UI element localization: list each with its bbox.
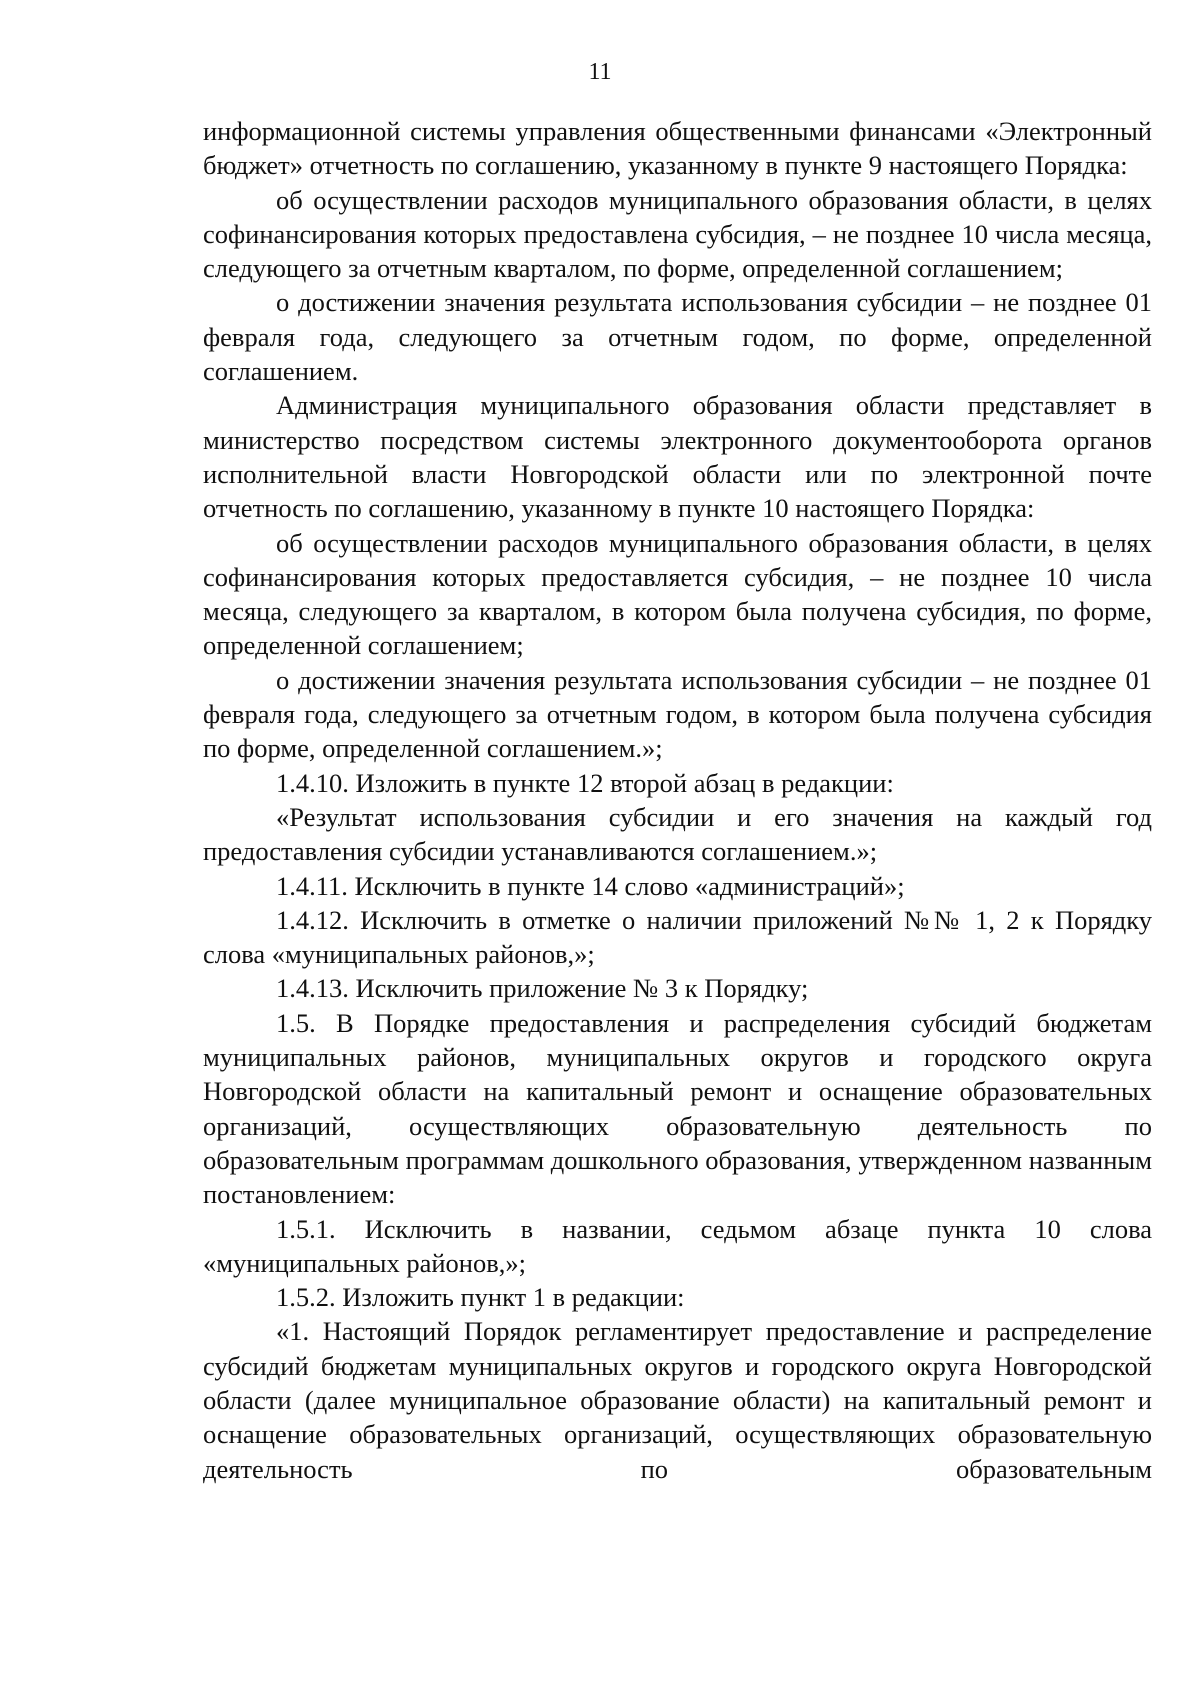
paragraph: информационной системы управления общественными финансами «Электронный бюджет» отчетность по соглашению, указанному в пункте 9 настоящего Порядка: xyxy=(203,116,1152,181)
paragraph: «Результат использования субсидии и его значения на каждый год предоставления субсидии устанавливаются соглашением.»; xyxy=(203,801,1152,867)
paragraph: об осуществлении расходов муниципального образования области, в целях софинансирования которых предоставляется субсидия, – не позднее 10 числа месяца, следующего за кварталом, в котором была получена субсидия, по форме, определенной соглашением; xyxy=(203,527,1152,661)
paragraph: Администрация муниципального образования области представляет в министерство посредством системы электронного документооборота органов исполнительной власти Новгородской области или по электронной почте отчетность по соглашению, указанному в пункте 10 настоящего Порядка: xyxy=(203,390,1152,524)
paragraph: 1.5. В Порядке предоставления и распределения субсидий бюджетам муниципальных районов, муниципальных округов и городского округа Новгородской области на капитальный ремонт и оснащение образовательных организаций, осуществляющих образовательную деятельность по образовательным программам дошкольного образования, утвержденном названным постановлением: xyxy=(203,1007,1152,1210)
paragraph: об осуществлении расходов муниципального образования области, в целях софинансирования которых предоставлена субсидия, – не позднее 10 числа месяца, следующего за отчетным кварталом, по форме, определенной соглашением; xyxy=(203,184,1152,284)
paragraph: «1. Настоящий Порядок регламентирует предоставление и распределение субсидий бюджетам муниципальных округов и городского округа Новгородской области (далее муниципальное образование области) на капитальный ремонт и оснащение образовательных организаций, осуществляющих образовательную деятельность по образовательным xyxy=(203,1316,1152,1484)
paragraph: 1.4.10. Изложить в пункте 12 второй абзац в редакции: xyxy=(276,767,894,798)
paragraph: 1.4.11. Исключить в пункте 14 слово «администраций»; xyxy=(276,870,905,901)
paragraph: 1.4.12. Исключить в отметке о наличии приложений №№ 1, 2 к Порядку слова «муниципальных районов,»; xyxy=(203,904,1152,970)
document-body xyxy=(203,114,1152,1486)
paragraph: 1.5.1. Исключить в названии, седьмом абзаце пункта 10 слова «муниципальных районов,»; xyxy=(203,1213,1152,1278)
paragraph: о достижении значения результата использования субсидии – не позднее 01 февраля года, следующего за отчетным годом, по форме, определенной соглашением. xyxy=(203,287,1152,387)
paragraph: о достижении значения результата использования субсидии – не позднее 01 февраля года, следующего за отчетным годом, в котором была получена субсидия по форме, определенной соглашением.»; xyxy=(203,664,1152,764)
page-number: 11 xyxy=(588,59,612,85)
paragraph: 1.4.13. Исключить приложение № 3 к Порядку; xyxy=(276,973,809,1004)
paragraph: 1.5.2. Изложить пункт 1 в редакции: xyxy=(276,1282,685,1313)
